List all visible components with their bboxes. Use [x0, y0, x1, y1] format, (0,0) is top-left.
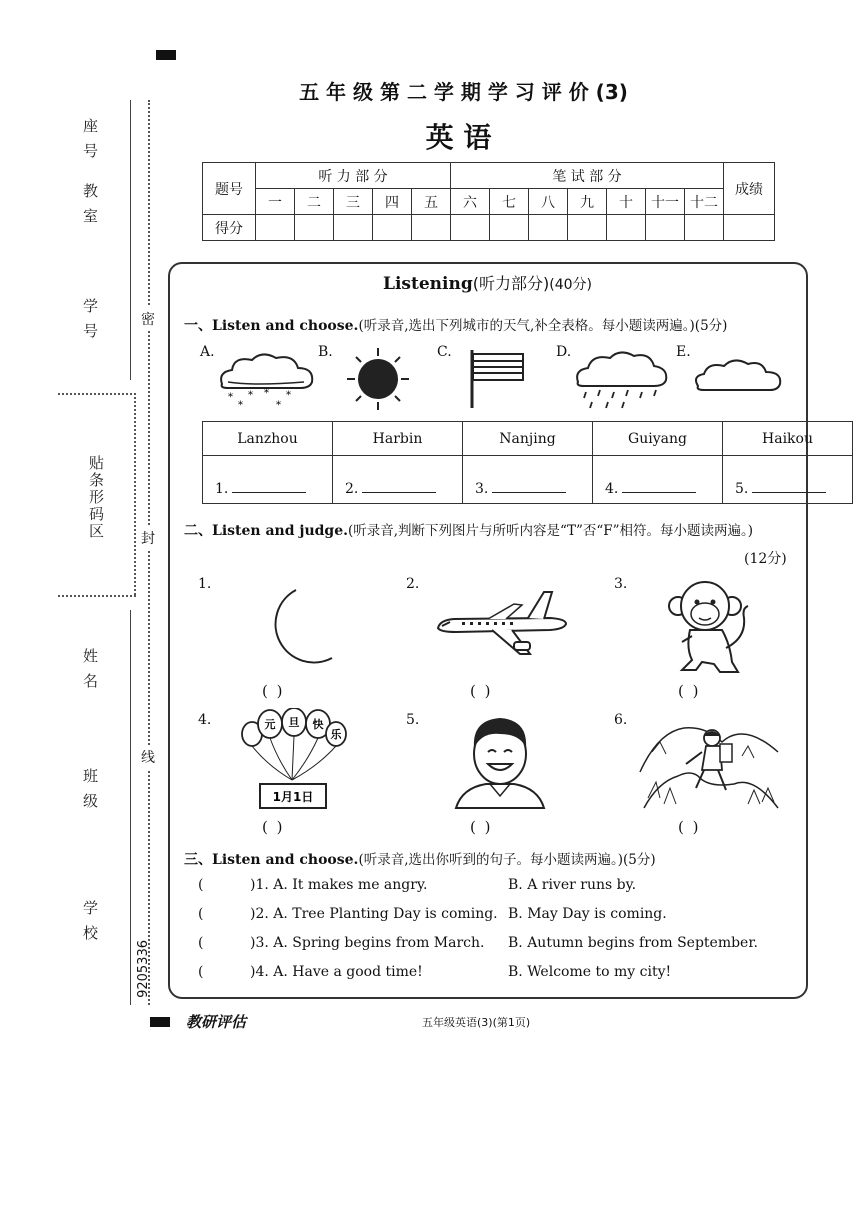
corner-mark-bottom [150, 1017, 170, 1027]
pic-num-2: 2. [406, 576, 420, 592]
part2-instr: (听录音,判断下列图片与所听内容是“T”否“F”相符。每小题读两遍。) [348, 523, 754, 539]
hiking-picture [638, 712, 780, 810]
balloon-text-1: 元 [264, 718, 276, 731]
q3-option-a[interactable]: )3. A. Spring begins from March. [250, 935, 485, 951]
side-line-2 [130, 610, 131, 1005]
pic-num-3: 3. [614, 576, 628, 592]
score-row-label: 得分 [203, 215, 256, 241]
part3-instr: (听录音,选出你听到的句子。每小题读两遍。)(5分) [358, 852, 656, 868]
q2-option-b[interactable]: B. May Day is coming. [508, 906, 667, 922]
score-num: 十 [607, 189, 646, 215]
score-cell[interactable] [529, 215, 568, 241]
pic-num-6: 6. [614, 712, 628, 728]
balloon-text-3: 快 [312, 718, 324, 731]
score-cell[interactable] [646, 215, 685, 241]
footer-page: 五年级英语(3)(第1页) [422, 1016, 531, 1029]
side-label-name: 姓名 [81, 648, 99, 698]
balloons-picture [238, 708, 350, 814]
score-cell[interactable] [685, 215, 724, 241]
q1-option-b[interactable]: B. A river runs by. [508, 877, 637, 893]
barcode-area-top [58, 393, 136, 395]
option-a-label: A. [200, 344, 215, 360]
judge-answer-4[interactable]: ( ) [262, 818, 285, 836]
subject-title: 英 语 [425, 121, 492, 154]
part2-points: (12分) [744, 551, 787, 567]
listening-heading [0, 271, 867, 294]
score-cell[interactable] [256, 215, 295, 241]
svg-text:*: * [228, 392, 233, 403]
option-c-label: C. [437, 344, 452, 360]
answer-cell-1[interactable] [203, 456, 333, 504]
monkey-picture [666, 578, 754, 676]
pic-num-4: 4. [198, 712, 212, 728]
boy-picture [452, 712, 548, 810]
city-haikou: Haikou [723, 422, 853, 456]
city-lanzhou: Lanzhou [203, 422, 333, 456]
part2-heading [184, 519, 753, 540]
answer-num: 1. [215, 481, 229, 497]
q3-option-b[interactable]: B. Autumn begins from September. [508, 935, 758, 951]
answer-cell-2[interactable] [333, 456, 463, 504]
answer-blank[interactable] [232, 480, 306, 493]
judge-answer-5[interactable]: ( ) [470, 818, 493, 836]
barcode-area-right [134, 393, 136, 595]
answer-cell-3[interactable] [463, 456, 593, 504]
part1-label: 一、Listen and choose. [184, 318, 359, 334]
cities-table [202, 421, 853, 504]
score-num: 六 [451, 189, 490, 215]
score-cell[interactable] [412, 215, 451, 241]
score-cell[interactable] [724, 215, 775, 241]
seal-line-dotted [148, 100, 150, 1005]
answer-blank[interactable] [622, 480, 696, 493]
answer-num: 2. [345, 481, 359, 497]
svg-text:*: * [264, 388, 269, 399]
answer-cell-4[interactable] [593, 456, 723, 504]
q1-option-a[interactable]: )1. A. It makes me angry. [250, 877, 428, 893]
score-cell[interactable] [607, 215, 646, 241]
q4-option-a[interactable]: )4. A. Have a good time! [250, 964, 423, 980]
option-d-label: D. [556, 344, 572, 360]
score-num: 九 [568, 189, 607, 215]
part3-heading [184, 848, 656, 869]
snow-cloud-icon [214, 348, 318, 410]
city-nanjing: Nanjing [463, 422, 593, 456]
city-guiyang: Guiyang [593, 422, 723, 456]
sun-icon [345, 346, 411, 412]
score-cell[interactable] [568, 215, 607, 241]
balloon-text-4: 乐 [330, 728, 342, 741]
judge-answer-3[interactable]: ( ) [678, 682, 701, 700]
listening-points: (40分) [549, 277, 592, 293]
score-result-header: 成绩 [724, 163, 775, 215]
answer-num: 3. [475, 481, 489, 497]
judge-answer-6[interactable]: ( ) [678, 818, 701, 836]
q1-paren[interactable]: ( [198, 877, 204, 893]
seal-mi: 密 [141, 307, 155, 331]
part2-label: 二、Listen and judge. [184, 523, 348, 539]
score-col-title: 题号 [203, 163, 256, 215]
score-num: 四 [373, 189, 412, 215]
option-e-label: E. [676, 344, 691, 360]
seal-feng: 封 [141, 526, 155, 550]
side-label-class: 班级 [81, 768, 99, 818]
side-label-student-id: 学号 [81, 298, 99, 348]
footer-publisher: 教研评估 [186, 1013, 247, 1031]
score-cell[interactable] [451, 215, 490, 241]
svg-text:*: * [248, 390, 253, 401]
pic-num-1: 1. [198, 576, 212, 592]
windy-flag-icon [466, 348, 526, 410]
score-num: 十二 [685, 189, 724, 215]
score-table [202, 162, 775, 241]
side-label-school: 学校 [81, 900, 99, 950]
moon-picture [252, 586, 336, 670]
airplane-picture [432, 588, 572, 660]
q4-paren[interactable]: ( [198, 964, 204, 980]
listening-heading-cn: (听力部分) [472, 274, 550, 293]
svg-text:*: * [276, 400, 281, 410]
score-cell[interactable] [334, 215, 373, 241]
answer-num: 5. [735, 481, 749, 497]
pic-num-5: 5. [406, 712, 420, 728]
part3-label: 三、Listen and choose. [184, 852, 359, 868]
answer-blank[interactable] [492, 480, 566, 493]
score-num: 五 [412, 189, 451, 215]
score-cell[interactable] [295, 215, 334, 241]
answer-blank[interactable] [752, 480, 826, 493]
q2-option-a[interactable]: )2. A. Tree Planting Day is coming. [250, 906, 498, 922]
q4-option-b[interactable]: B. Welcome to my city! [508, 964, 672, 980]
svg-text:*: * [238, 400, 243, 410]
judge-answer-1[interactable]: ( ) [262, 682, 285, 700]
side-label-seat: 座号 [81, 118, 99, 168]
page-title: 五 年 级 第 二 学 期 学 习 评 价 (3) [299, 80, 628, 104]
score-num: 八 [529, 189, 568, 215]
serial-number: 9205336 [136, 940, 151, 998]
score-num: 七 [490, 189, 529, 215]
part1-instr: (听录音,选出下列城市的天气,补全表格。每小题读两遍。)(5分) [358, 318, 728, 334]
answer-num: 4. [605, 481, 619, 497]
cloud-icon [690, 356, 786, 398]
barcode-area-bottom [58, 595, 136, 597]
score-num: 二 [295, 189, 334, 215]
answer-cell-5[interactable] [723, 456, 853, 504]
svg-text:*: * [286, 390, 291, 401]
score-num: 一 [256, 189, 295, 215]
score-listening-header: 听 力 部 分 [256, 163, 451, 189]
score-cell[interactable] [373, 215, 412, 241]
balloon-text-2: 旦 [288, 716, 300, 729]
corner-mark-top [156, 50, 176, 60]
score-written-header: 笔 试 部 分 [451, 163, 724, 189]
city-harbin: Harbin [333, 422, 463, 456]
listening-heading-en: Listening [383, 274, 473, 294]
answer-blank[interactable] [362, 480, 436, 493]
rain-cloud-icon [570, 348, 670, 410]
judge-answer-2[interactable]: ( ) [470, 682, 493, 700]
option-b-label: B. [318, 344, 333, 360]
score-cell[interactable] [490, 215, 529, 241]
q2-paren[interactable]: ( [198, 906, 204, 922]
score-num: 十一 [646, 189, 685, 215]
sign-date-text: 1月1日 [272, 790, 314, 804]
seal-xian: 线 [141, 745, 155, 769]
side-label-classroom: 教室 [81, 183, 99, 233]
part1-heading [184, 314, 727, 335]
q3-paren[interactable]: ( [198, 935, 204, 951]
side-label-barcode: 贴条形码区 [87, 455, 105, 540]
score-num: 三 [334, 189, 373, 215]
